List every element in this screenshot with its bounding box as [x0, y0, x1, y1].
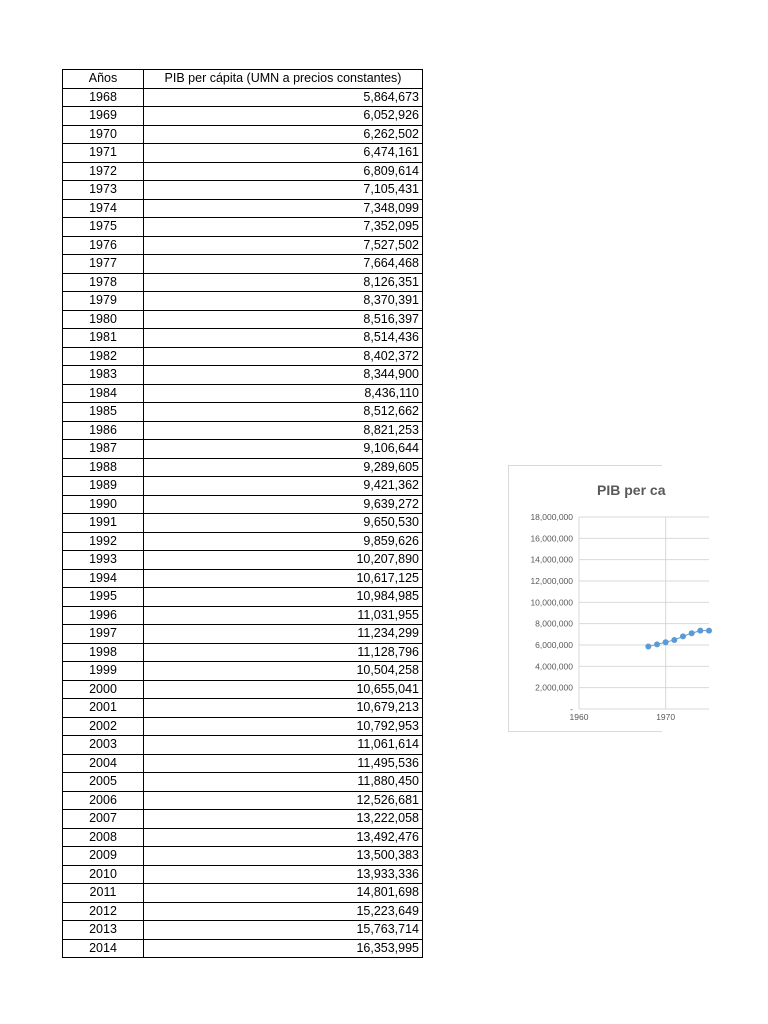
- year-cell[interactable]: 1995: [63, 588, 144, 607]
- year-cell[interactable]: 2002: [63, 717, 144, 736]
- gdp-cell[interactable]: 13,933,336: [144, 865, 423, 884]
- year-cell[interactable]: 1973: [63, 181, 144, 200]
- gdp-cell[interactable]: 11,061,614: [144, 736, 423, 755]
- gdp-cell[interactable]: 6,474,161: [144, 144, 423, 163]
- year-cell[interactable]: 2007: [63, 810, 144, 829]
- table-row: [63, 403, 423, 422]
- y-tick-label: 12,000,000: [530, 576, 573, 586]
- y-tick-label: -: [570, 704, 573, 714]
- chart-container[interactable]: [508, 465, 676, 732]
- x-tick-label: 1970: [656, 712, 676, 722]
- table-header-row: [63, 70, 423, 89]
- gdp-cell[interactable]: 14,801,698: [144, 884, 423, 903]
- table-row: [63, 292, 423, 311]
- table-row: [63, 347, 423, 366]
- year-cell[interactable]: 1971: [63, 144, 144, 163]
- year-cell[interactable]: 2003: [63, 736, 144, 755]
- year-cell[interactable]: 1985: [63, 403, 144, 422]
- gdp-cell[interactable]: 16,353,995: [144, 939, 423, 958]
- year-cell[interactable]: 1991: [63, 514, 144, 533]
- gdp-cell[interactable]: 8,402,372: [144, 347, 423, 366]
- gdp-cell[interactable]: 10,792,953: [144, 717, 423, 736]
- year-cell[interactable]: 2012: [63, 902, 144, 921]
- gdp-cell[interactable]: 11,128,796: [144, 643, 423, 662]
- table-row: [63, 477, 423, 496]
- year-cell[interactable]: 1988: [63, 458, 144, 477]
- gdp-cell[interactable]: 12,526,681: [144, 791, 423, 810]
- data-point: [697, 628, 703, 634]
- header-years[interactable]: Años: [63, 70, 144, 89]
- table-row: [63, 662, 423, 681]
- gdp-cell[interactable]: 13,492,476: [144, 828, 423, 847]
- gdp-cell[interactable]: 7,664,468: [144, 255, 423, 274]
- y-tick-label: 2,000,000: [535, 682, 573, 693]
- table-row: [63, 514, 423, 533]
- gdp-cell[interactable]: 8,126,351: [144, 273, 423, 292]
- table-row: [63, 236, 423, 255]
- gdp-cell[interactable]: 8,821,253: [144, 421, 423, 440]
- gdp-cell[interactable]: 8,344,900: [144, 366, 423, 385]
- gdp-cell[interactable]: 10,984,985: [144, 588, 423, 607]
- year-cell[interactable]: 1990: [63, 495, 144, 514]
- y-tick-label: 14,000,000: [530, 554, 573, 565]
- table-row: [63, 773, 423, 792]
- data-series: [645, 628, 712, 650]
- gdp-cell[interactable]: 8,512,662: [144, 403, 423, 422]
- year-cell[interactable]: 2001: [63, 699, 144, 718]
- table-row: [63, 366, 423, 385]
- gdp-cell[interactable]: 7,105,431: [144, 181, 423, 200]
- table-row: [63, 810, 423, 829]
- gdp-cell[interactable]: 9,106,644: [144, 440, 423, 459]
- gdp-cell[interactable]: 8,514,436: [144, 329, 423, 348]
- table-row: [63, 107, 423, 126]
- table-row: [63, 218, 423, 237]
- table-row: [63, 273, 423, 292]
- gdp-cell[interactable]: 8,370,391: [144, 292, 423, 311]
- grid-lines: [579, 517, 709, 709]
- table-row: [63, 329, 423, 348]
- year-cell[interactable]: 1986: [63, 421, 144, 440]
- year-cell[interactable]: 2004: [63, 754, 144, 773]
- gdp-cell[interactable]: 9,289,605: [144, 458, 423, 477]
- table-row: [63, 884, 423, 903]
- table-row: [63, 199, 423, 218]
- table-row: [63, 421, 423, 440]
- y-axis-ticks: [530, 512, 573, 714]
- year-cell[interactable]: 1984: [63, 384, 144, 403]
- y-tick-label: 10,000,000: [530, 597, 573, 608]
- table-row: [63, 125, 423, 144]
- gdp-cell[interactable]: 13,222,058: [144, 810, 423, 829]
- data-point: [645, 643, 651, 649]
- y-tick-label: 18,000,000: [530, 512, 573, 522]
- table-row: [63, 458, 423, 477]
- year-cell[interactable]: 1998: [63, 643, 144, 662]
- table-row: [63, 569, 423, 588]
- gdp-cell[interactable]: 15,223,649: [144, 902, 423, 921]
- x-tick-label: 1960: [569, 712, 589, 722]
- gdp-cell[interactable]: 8,516,397: [144, 310, 423, 329]
- table-row: [63, 588, 423, 607]
- gdp-cell[interactable]: 10,617,125: [144, 569, 423, 588]
- year-cell[interactable]: 1997: [63, 625, 144, 644]
- table-row: [63, 606, 423, 625]
- year-cell[interactable]: 1983: [63, 366, 144, 385]
- gdp-cell[interactable]: 11,495,536: [144, 754, 423, 773]
- data-point: [689, 630, 695, 636]
- data-point: [671, 637, 677, 643]
- table-row: [63, 551, 423, 570]
- table-row: [63, 495, 423, 514]
- year-cell[interactable]: 1989: [63, 477, 144, 496]
- table-row: [63, 828, 423, 847]
- gdp-cell[interactable]: 6,809,614: [144, 162, 423, 181]
- gdp-cell[interactable]: 9,859,626: [144, 532, 423, 551]
- year-cell[interactable]: 2010: [63, 865, 144, 884]
- year-cell[interactable]: 2013: [63, 921, 144, 940]
- year-cell[interactable]: 2005: [63, 773, 144, 792]
- gdp-cell[interactable]: 9,421,362: [144, 477, 423, 496]
- table-row: [63, 625, 423, 644]
- data-point: [654, 641, 660, 647]
- table-row: [63, 255, 423, 274]
- table-row: [63, 699, 423, 718]
- year-cell[interactable]: 1968: [63, 88, 144, 107]
- table-row: [63, 310, 423, 329]
- y-tick-label: 8,000,000: [535, 618, 573, 629]
- year-cell[interactable]: 1969: [63, 107, 144, 126]
- year-cell[interactable]: 1972: [63, 162, 144, 181]
- chart-title: PIB per ca: [597, 482, 666, 498]
- table-row: [63, 847, 423, 866]
- gdp-cell[interactable]: 11,880,450: [144, 773, 423, 792]
- year-cell[interactable]: 1982: [63, 347, 144, 366]
- year-cell[interactable]: 1970: [63, 125, 144, 144]
- year-cell[interactable]: 1974: [63, 199, 144, 218]
- gdp-cell[interactable]: 9,650,530: [144, 514, 423, 533]
- y-tick-label: 6,000,000: [535, 640, 573, 650]
- table-row: [63, 902, 423, 921]
- table-row: [63, 440, 423, 459]
- gdp-cell[interactable]: 8,436,110: [144, 384, 423, 403]
- table-row: [63, 939, 423, 958]
- table-row: [63, 643, 423, 662]
- year-cell[interactable]: 2014: [63, 939, 144, 958]
- year-cell[interactable]: 2000: [63, 680, 144, 699]
- gdp-cell[interactable]: 9,639,272: [144, 495, 423, 514]
- header-gdp[interactable]: PIB per cápita (UMN a precios constantes): [144, 70, 423, 89]
- table-row: [63, 736, 423, 755]
- table-body: [63, 88, 423, 958]
- table-row: [63, 384, 423, 403]
- gdp-cell[interactable]: 10,655,041: [144, 680, 423, 699]
- year-cell[interactable]: 1981: [63, 329, 144, 348]
- year-cell[interactable]: 1980: [63, 310, 144, 329]
- year-cell[interactable]: 2009: [63, 847, 144, 866]
- gdp-cell[interactable]: 15,763,714: [144, 921, 423, 940]
- table-row: [63, 162, 423, 181]
- table-row: [63, 680, 423, 699]
- table-row: [63, 88, 423, 107]
- y-tick-label: 16,000,000: [530, 533, 573, 544]
- table-row: [63, 144, 423, 163]
- gdp-cell[interactable]: 5,864,673: [144, 88, 423, 107]
- gdp-cell[interactable]: 6,052,926: [144, 107, 423, 126]
- gdp-cell[interactable]: 7,352,095: [144, 218, 423, 237]
- year-cell[interactable]: 1992: [63, 532, 144, 551]
- gdp-cell[interactable]: 7,348,099: [144, 199, 423, 218]
- year-cell[interactable]: 1978: [63, 273, 144, 292]
- data-point: [663, 639, 669, 645]
- year-cell[interactable]: 1979: [63, 292, 144, 311]
- gdp-cell[interactable]: 11,234,299: [144, 625, 423, 644]
- y-tick-label: 4,000,000: [535, 661, 573, 672]
- gdp-cell[interactable]: 7,527,502: [144, 236, 423, 255]
- year-cell[interactable]: 2006: [63, 791, 144, 810]
- data-point: [680, 633, 686, 639]
- year-cell[interactable]: 2008: [63, 828, 144, 847]
- chart-svg: [509, 466, 676, 731]
- gdp-cell[interactable]: 6,262,502: [144, 125, 423, 144]
- year-cell[interactable]: 1987: [63, 440, 144, 459]
- year-cell[interactable]: 1977: [63, 255, 144, 274]
- table-row: [63, 181, 423, 200]
- table-row: [63, 865, 423, 884]
- year-cell[interactable]: 1975: [63, 218, 144, 237]
- year-cell[interactable]: 1976: [63, 236, 144, 255]
- year-cell[interactable]: 2011: [63, 884, 144, 903]
- data-table: [62, 69, 423, 958]
- year-cell[interactable]: 1999: [63, 662, 144, 681]
- gdp-cell[interactable]: 10,679,213: [144, 699, 423, 718]
- gdp-cell[interactable]: 10,207,890: [144, 551, 423, 570]
- table-row: [63, 791, 423, 810]
- table-row: [63, 921, 423, 940]
- gdp-cell[interactable]: 13,500,383: [144, 847, 423, 866]
- year-cell[interactable]: 1993: [63, 551, 144, 570]
- table-row: [63, 532, 423, 551]
- year-cell[interactable]: 1994: [63, 569, 144, 588]
- data-point: [706, 628, 712, 634]
- gdp-cell[interactable]: 11,031,955: [144, 606, 423, 625]
- year-cell[interactable]: 1996: [63, 606, 144, 625]
- x-axis-ticks: [570, 712, 676, 722]
- table-row: [63, 754, 423, 773]
- table-row: [63, 717, 423, 736]
- gdp-cell[interactable]: 10,504,258: [144, 662, 423, 681]
